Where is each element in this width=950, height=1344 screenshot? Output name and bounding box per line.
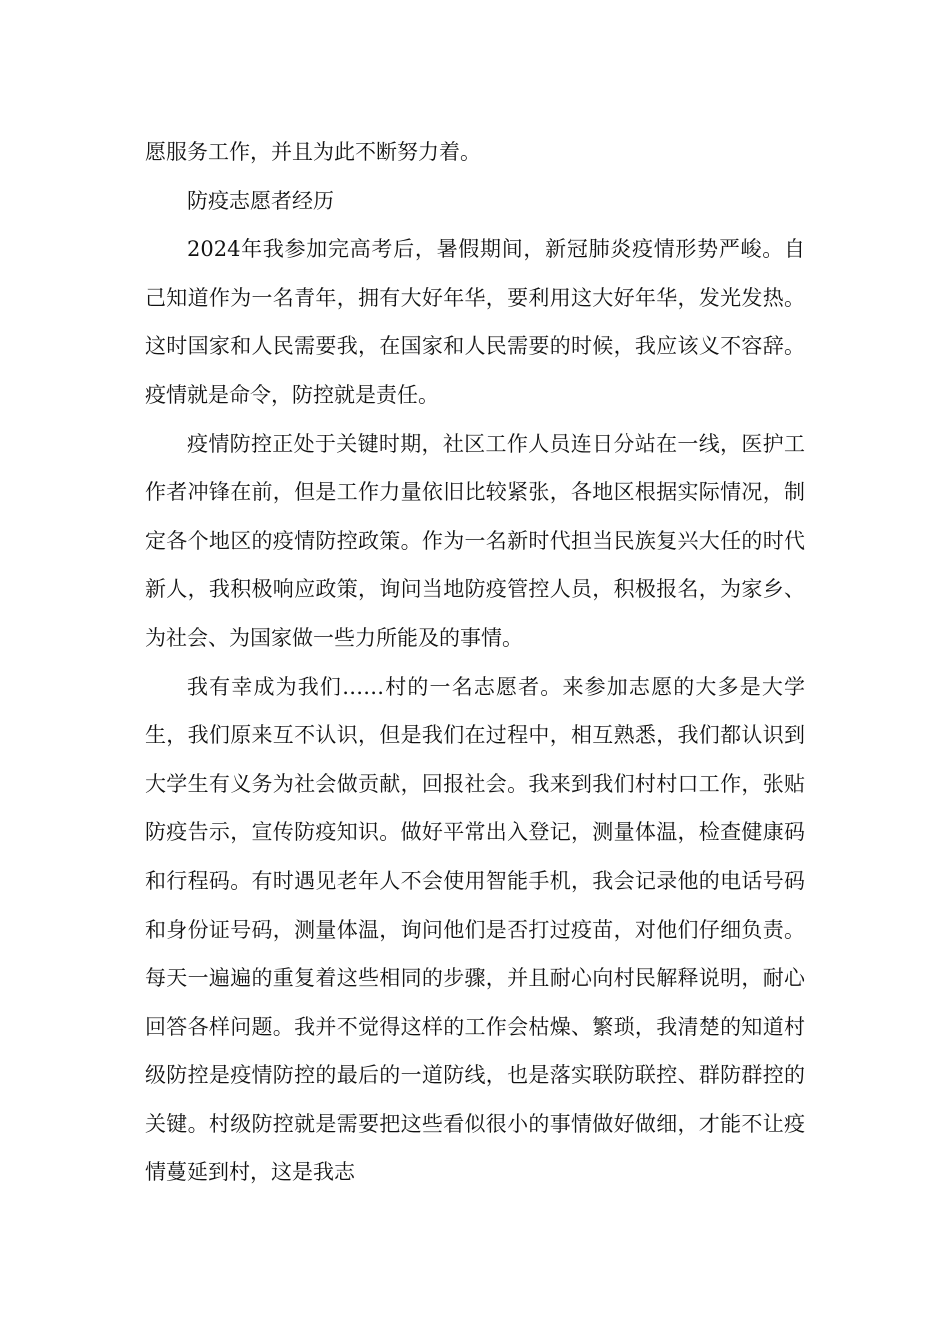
paragraph: 2024年我参加完高考后，暑假期间，新冠肺炎疫情形势严峻。自己知道作为一名青年，拥有大好年华，要利用这大好年华，发光发热。这时国家和人民需要我，在国家和人民需要的时候，我应该义不容辞。疫情就是命令，防控就是责任。 [145, 237, 805, 407]
document-body [145, 128, 805, 1197]
paragraph: 我有幸成为我们……村的一名志愿者。来参加志愿的大多是大学生，我们原来互不认识，但是我们在过程中，相互熟悉，我们都认识到大学生有义务为社会做贡献，回报社会。我来到我们村村口工作，张贴防疫告示，宣传防疫知识。做好平常出入登记，测量体温，检查健康码和行程码。有时遇见老年人不会使用智能手机，我会记录他的电话号码和身份证号码，测量体温，询问他们是否打过疫苗，对他们仔细负责。每天一遍遍的重复着这些相同的步骤，并且耐心向村民解释说明，耐心回答各样问题。我并不觉得这样的工作会枯燥、繁琐，我清楚的知道村级防控是疫情防控的最后的一道防线，也是落实联防联控、群防群控的关键。村级防控就是需要把这些看似很小的事情做好做细，才能不让疫情蔓延到村，这是我志 [145, 674, 805, 1185]
section-heading: 防疫志愿者经历 [187, 188, 334, 213]
paragraph-continuation: 愿服务工作，并且为此不断努力着。 [145, 140, 481, 164]
paragraph: 疫情防控正处于关键时期，社区工作人员连日分站在一线，医护工作者冲锋在前，但是工作力量依旧比较紧张，各地区根据实际情况，制定各个地区的疫情防控政策。作为一名新时代担当民族复兴大任的时代新人，我积极响应政策，询问当地防疫管控人员，积极报名，为家乡、为社会、为国家做一些力所能及的事情。 [145, 431, 805, 650]
